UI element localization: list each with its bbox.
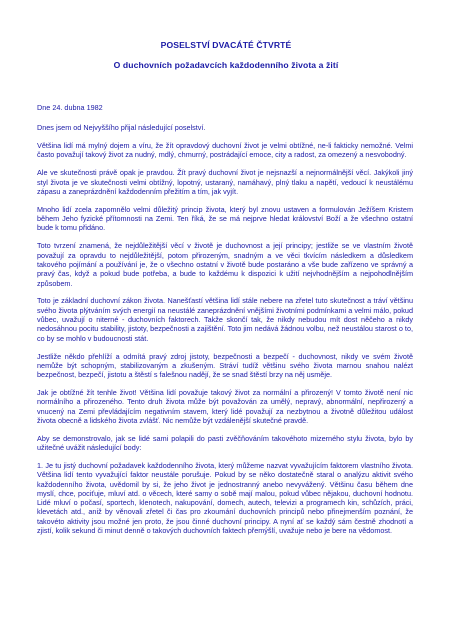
paragraph: Toto je základní duchovní zákon života. Nanešťastí většina lidí stále nebere na zřetel tuto skutečnost a tráví většinu svého života plýtváním svých energií na neustálé zaneprázdnění vnějšími životními podmínkami a velmi málo, pokud vůbec, uvažují o niterné - duchovních faktorech. Takže skončí tak, že nikdy nebudou mít dost něčeho a nikdy nedosáhnou pocitu stability, jistoty, bezpečnosti a zajištění. Toto jim nedává žádnou volbu, než neustálou starost o to, co by se mohlo v budoucnosti stát.: [37, 296, 413, 343]
message-body: [37, 103, 413, 544]
message-subtitle: O duchovních požadavcích každodenního života a žití: [113, 60, 339, 70]
date-line: Dne 24. dubna 1982: [37, 103, 103, 112]
paragraph: Toto tvrzení znamená, že nejdůležitější věcí v životě je duchovnost a její principy; jestliže se ve vlastním životě považují za opravdu to nejdůležitější, potom přirozeným, snadným a ve věci tkvícím následkem a důsledkem takového pojímání a používání je, že o všechno ostatní v životě bude postaráno a vše bude zařízeno ve správný a pravý čas, když a pokud bude potřeba, a bude to každému k dispozici k užití nejvhodnějším a nejpohodlnějším způsobem.: [37, 241, 413, 288]
paragraph: Jestliže někdo přehlíží a odmítá pravý zdroj jistoty, bezpečnosti a bezpečí - duchovnost, nikdy ve svém životě nemůže být schopným, stabilizovaným a zkušeným. Stráví tudíž většinu svého života marnou snahou nalézt bezpečnost, bezpečí, jistotu a štěstí s falešnou nadějí, že se snad štěstí brzy na něj usměje.: [37, 351, 413, 380]
paragraph-point-1: 1. Je tu jistý duchovní požadavek každodenního života, který můžeme nazvat vyvažujícím faktorem vlastního života. Většina lidí tento vyvažující faktor neustále porušuje. Pokud by se něko dostatečně staral o analýzu aktivit svého každodenního života, uvědomil by si, že jeho život je jednostranný anebo nevyvážený. Většinu času během dne myslí, chce, pociťuje, mluví atd. o věcech, které samy o sobě mají malou, pokud vůbec nějakou, duchovní hodnotu. Lidé mluví o počasí, sportech, klenotech, nakupování, domech, autech, televizi a programech kin, schůzích, práci, klevetách atd., aniž by věnovali zřetel či čas pro zkoumání duchovních principů nebo přinejmenším poznání, že takovéto aktivity jsou možné jen proto, že jsou činné duchovní principy. A nyní ať se každý sám čestně zhodnotí a zjistí, kolik sekund či minut denně o takových duchovních faktech přemýšlí, uvažuje nebo je bere na vědomost.: [37, 460, 413, 536]
paragraph: Mnoho lidí zcela zapomnělo velmi důležitý princip života, který byl znovu ustaven a formulován Ježíšem Kristem během Jeho fyzické přítomnosti na Zemi. Ten říká, že se má nejprve hledat království Boží a že všechno ostatní bude k tomu přidáno.: [37, 204, 413, 233]
paragraph: Aby se demonstrovalo, jak se lidé sami polapili do pasti zvěčňováním takovéhoto mizerného stylu života, bylo by užitečné uvážit následující body:: [37, 433, 413, 453]
paragraph: Ale ve skutečnosti právě opak je pravdou. Žít pravý duchovní život je nejsnazší a nejnormálnější věcí. Jakýkoli jiný styl života je ve skutečnosti velmi obtížný, lopotný, ustaraný, namáhavý, plný tlaku a napětí, vedoucí k neustálému zápasu a zaneprázdnění každodenním přežitím a tím, jak vyjít.: [37, 168, 413, 196]
paragraph-intro: Dnes jsem od Nejvyššího přijal následující poselství.: [37, 123, 206, 133]
paragraph: Jak je obtížné žít tenhle život! Většina lidí považuje takový život za normální a přirozený! V tomto životě není nic normálního a přirozeného. Tento druh života může být považován za umělý, nepravý, abnormální, nepřirozený a vnucený na Zemi převládajícím negativním stavem, který lidé považují za nezbytnou a životně důležitou událost života obecně a lidského života zvlášť. Nic nemůže být vzdálenější skutečné pravdě.: [37, 387, 413, 425]
message-title: POSELSTVÍ DVACÁTÉ ČTVRTÉ: [160, 40, 292, 50]
paragraph: Většina lidí má mylný dojem a víru, že žít opravdový duchovní život je velmi obtížné, ne-li fakticky nemožné. Velmi často považují takový život za nudný, mdlý, chmurný, postrádající emoce, city a radost, za omezený a nesvobodný.: [37, 141, 413, 160]
